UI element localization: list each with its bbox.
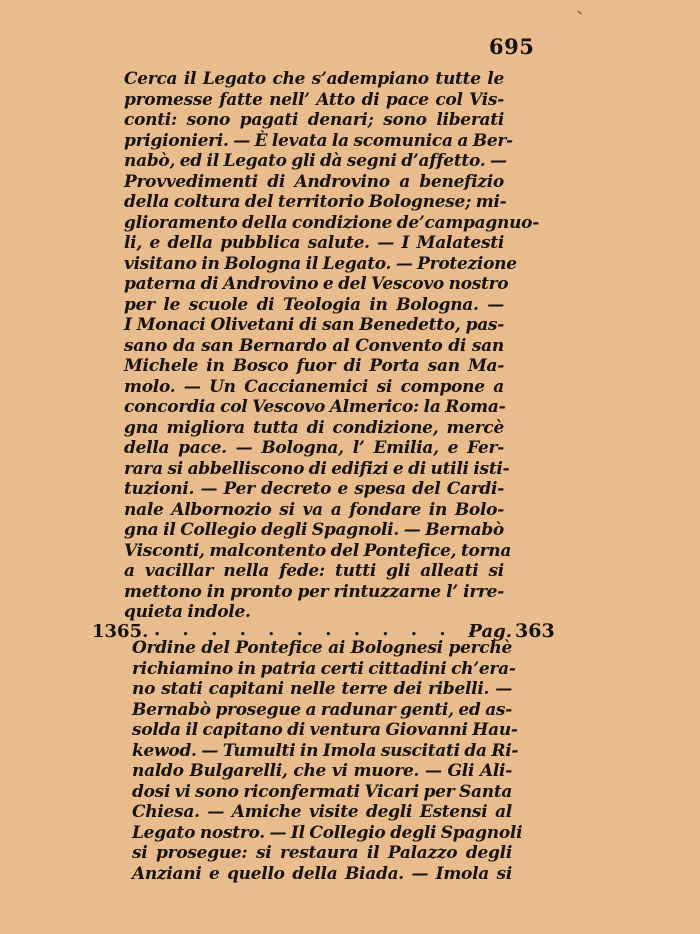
summary-line: Ordine del Pontefice ai Bolognesi perchè bbox=[132, 638, 512, 658]
summary-line: Bernabò prosegue a radunar genti, ed as- bbox=[132, 699, 512, 720]
summary-line: molo. — Un Caccianemici si compone a bbox=[124, 376, 504, 397]
summary-line: sano da san Bernardo al Convento di san bbox=[124, 335, 504, 356]
summary-line: Legato nostro. — Il Collegio degli Spagnoli bbox=[132, 822, 523, 843]
summary-line: Provvedimenti di Androvino a benefizio bbox=[124, 171, 504, 192]
summary-block-1 bbox=[124, 69, 539, 623]
summary-line: quieta indole. bbox=[124, 602, 251, 622]
summary-line: si prosegue: si restaura il Palazzo degli bbox=[132, 843, 512, 863]
summary-line: prigionieri. — È levata la scomunica a Ber- bbox=[124, 130, 513, 151]
summary-line: gna il Collegio degli Spagnoli. — Bernabò bbox=[124, 520, 504, 540]
summary-block-2 bbox=[132, 638, 523, 884]
page-number: 695 bbox=[489, 34, 535, 59]
summary-line: tuzioni. — Per decreto e spesa del Cardi- bbox=[124, 479, 504, 499]
summary-line: solda il capitano di ventura Giovanni Hau- bbox=[132, 720, 518, 740]
summary-line: glioramento della condizione de’campagnuo- bbox=[124, 212, 539, 233]
dot-leader: . . . . . . . . . . . . bbox=[154, 619, 483, 640]
entry-year: 1365. bbox=[92, 621, 149, 642]
summary-line: Anziani e quello della Biada. — Imola si bbox=[132, 863, 512, 884]
summary-line: I Monaci Olivetani di san Benedetto, pas- bbox=[124, 315, 504, 335]
summary-line: no stati capitani nelle terre dei ribelli. — bbox=[132, 679, 512, 699]
summary-line: della pace. — Bologna, l’ Emilia, e Fer- bbox=[124, 438, 504, 458]
summary-line: Chiesa. — Amiche visite degli Estensi al bbox=[132, 802, 512, 822]
summary-line: gna migliora tutta di condizione, mercè bbox=[124, 417, 504, 438]
summary-line: paterna di Androvino e del Vescovo nostro bbox=[124, 274, 509, 294]
summary-line: Visconti, malcontento del Pontefice, torna bbox=[124, 540, 512, 561]
summary-line: per le scuole di Teologia in Bologna. — bbox=[124, 294, 504, 315]
paper-speck bbox=[577, 11, 582, 15]
summary-line: richiamino in patria certi cittadini ch’era- bbox=[132, 658, 516, 679]
summary-line: visitano in Bologna il Legato. — Protezione bbox=[124, 253, 517, 274]
summary-line: mettono in pronto per rintuzzarne l’ irre- bbox=[124, 581, 504, 602]
summary-line: nale Albornozio si va a fondare in Bolo- bbox=[124, 499, 504, 520]
summary-line: rara si abbelliscono di edifizi e di utili isti- bbox=[124, 458, 510, 479]
summary-line: conti: sono pagati denari; sono liberati bbox=[124, 110, 504, 130]
summary-line: promesse fatte nell’ Atto di pace col Vis- bbox=[124, 89, 504, 110]
page-reference-number: 363 bbox=[515, 620, 555, 642]
summary-line: concordia col Vescovo Almerico: la Roma- bbox=[124, 397, 506, 417]
page-reference-label: Pag. bbox=[468, 621, 512, 642]
summary-line: Michele in Bosco fuor di Porta san Ma- bbox=[124, 356, 504, 376]
summary-line: Cerca il Legato che s’adempiano tutte le bbox=[124, 69, 504, 89]
summary-line: kewod. — Tumulti in Imola suscitati da Ri- bbox=[132, 740, 519, 761]
summary-line: li, e della pubblica salute. — I Malatesti bbox=[124, 233, 504, 253]
summary-line: a vacillar nella fede: tutti gli alleati si bbox=[124, 561, 504, 581]
summary-line: dosi vi sono riconfermati Vicari per Santa bbox=[132, 781, 513, 802]
summary-line: naldo Bulgarelli, che vi muore. — Gli Ali- bbox=[132, 761, 512, 781]
summary-line: nabò, ed il Legato gli dà segni d’affetto. — bbox=[124, 151, 507, 171]
summary-line: della coltura del territorio Bolognese; mi- bbox=[124, 192, 507, 212]
